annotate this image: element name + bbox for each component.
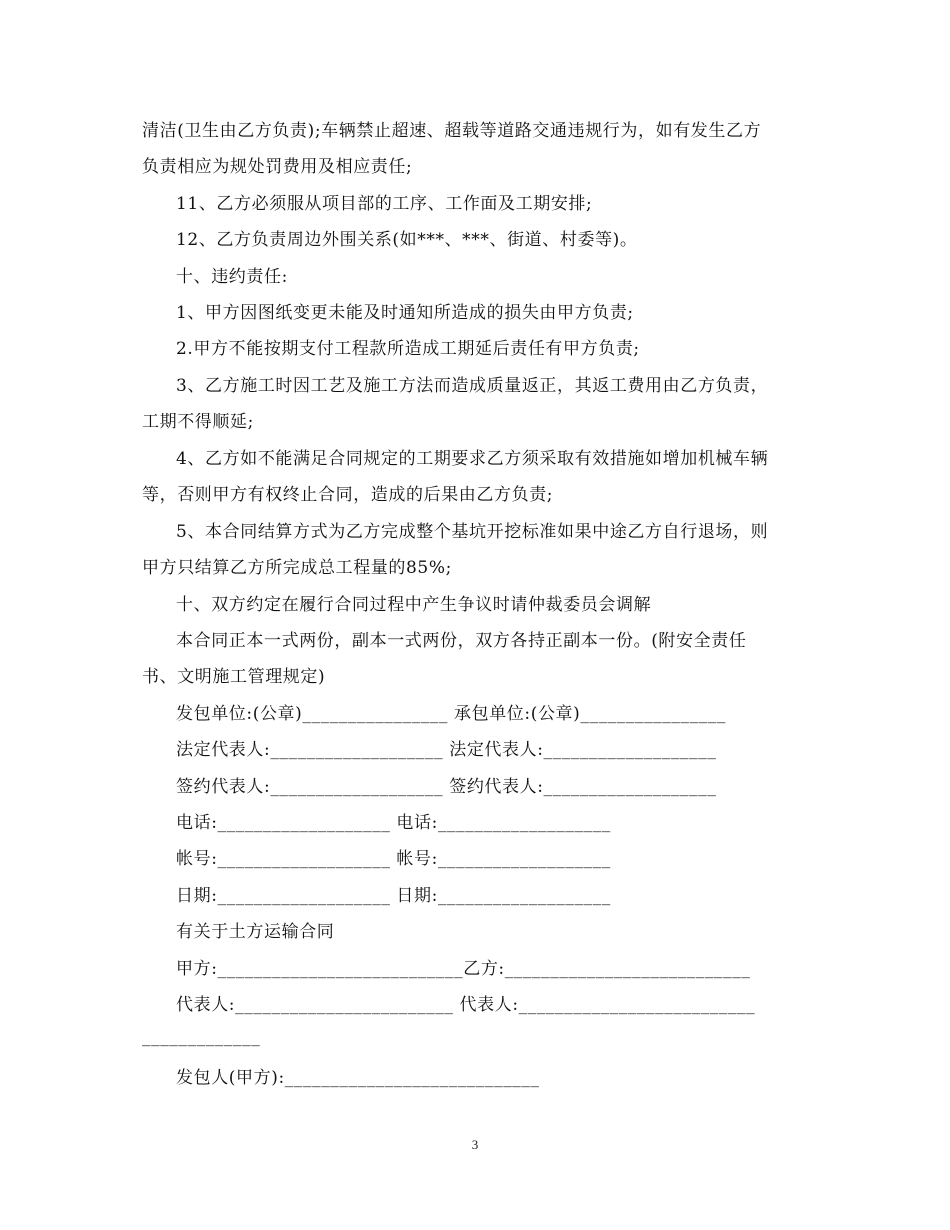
signature-phone-line: 电话:___________________ 电话:___________________ [176, 813, 611, 833]
copies-clause: 本合同正本一式两份，副本一式两份，双方各持正副本一份。(附安全责任 [176, 631, 747, 651]
signature-unit-line: 发包单位:(公章)________________ 承包单位:(公章)________________ [176, 704, 726, 724]
clause-11: 11、乙方必须服从项目部的工序、工作面及工期安排; [176, 194, 593, 214]
signature-legal-rep-line: 法定代表人:___________________ 法定代表人:___________________ [176, 740, 717, 760]
signature-signing-rep-line: 签约代表人:___________________ 签约代表人:___________________ [176, 777, 717, 797]
paragraph-line: 清洁(卫生由乙方负责);车辆禁止超速、超载等道路交通违规行为，如有发生乙方 [142, 121, 762, 141]
section-heading-breach: 十、违约责任: [176, 267, 288, 287]
signature-account-line: 帐号:___________________ 帐号:___________________ [176, 849, 611, 869]
contract-title: 有关于土方运输合同 [176, 922, 335, 942]
clause-12: 12、乙方负责周边外围关系(如***、***、街道、村委等)。 [176, 230, 638, 250]
breach-clause-1: 1、甲方因图纸变更未能及时通知所造成的损失由甲方负责; [176, 303, 634, 323]
paragraph-line: 书、文明施工管理规定) [142, 667, 326, 687]
party-line: 甲方:___________________________乙方:___________________________ [176, 959, 751, 979]
paragraph-line: 等，否则甲方有权终止合同，造成的后果由乙方负责; [142, 485, 554, 505]
employer-line: 发包人(甲方):____________________________ [176, 1068, 540, 1088]
breach-clause-2: 2.甲方不能按期支付工程款所造成工期延后责任有甲方负责; [176, 339, 640, 359]
signature-date-line: 日期:___________________ 日期:___________________ [176, 886, 611, 906]
underline-continuation: _____________ [142, 1027, 261, 1047]
dispute-clause: 十、双方约定在履行合同过程中产生争议时请仲裁委员会调解 [176, 595, 652, 615]
breach-clause-4: 4、乙方如不能满足合同规定的工期要求乙方须采取有效措施如增加机械车辆 [176, 449, 769, 469]
page-number: 3 [471, 1137, 479, 1152]
paragraph-line: 负责相应为规处罚费用及相应责任; [142, 157, 413, 177]
breach-clause-3: 3、乙方施工时因工艺及施工方法而造成质量返正，其返工费用由乙方负责， [176, 376, 769, 396]
breach-clause-5: 5、本合同结算方式为乙方完成整个基坑开挖标准如果中途乙方自行退场，则 [176, 522, 769, 542]
representative-line: 代表人:________________________ 代表人:__________________________ [176, 995, 756, 1015]
paragraph-line: 工期不得顺延; [142, 412, 254, 432]
paragraph-line: 甲方只结算乙方所完成总工程量的85%; [142, 558, 452, 578]
